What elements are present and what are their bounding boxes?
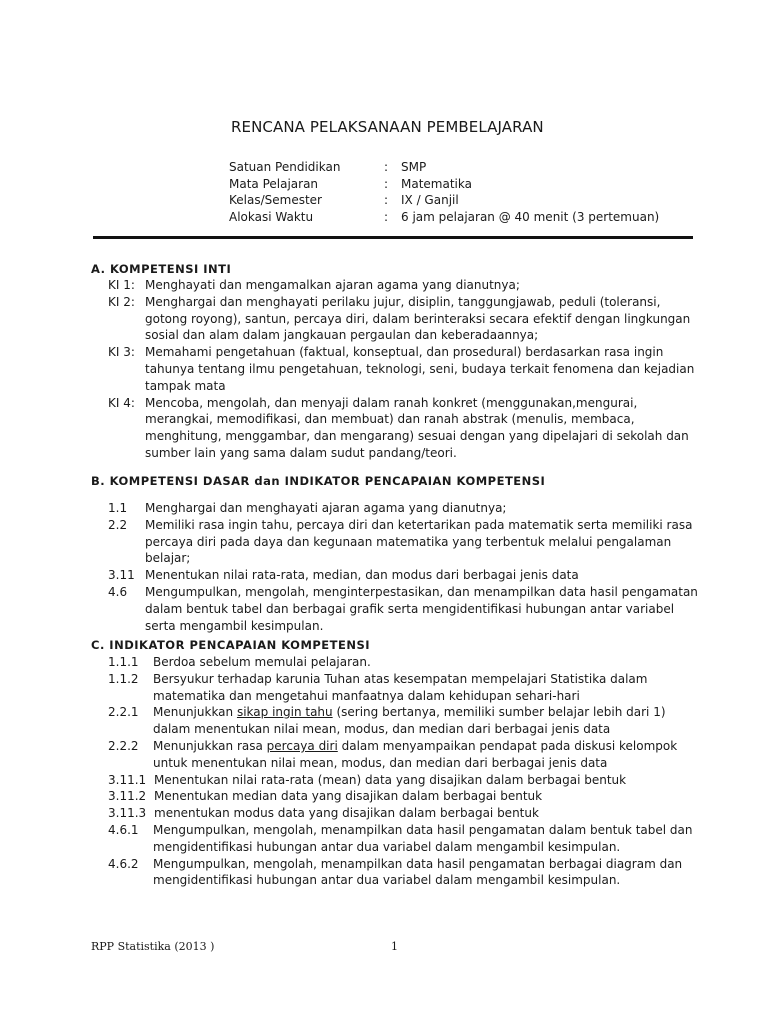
item-text: Berdoa sebelum memulai pelajaran. bbox=[153, 655, 371, 669]
footer-page-number: 1 bbox=[391, 940, 398, 953]
item-text: Menentukan nilai rata-rata (mean) data yang disajikan dalam berbagai bentuk bbox=[154, 772, 627, 787]
header-divider bbox=[93, 236, 693, 239]
item-code: 4.6.1 bbox=[108, 822, 139, 837]
item-code: 3.11.3 bbox=[108, 806, 147, 821]
list-item bbox=[108, 788, 698, 805]
meta-label: Alokasi Waktu bbox=[229, 209, 314, 224]
underlined-phrase: percaya diri bbox=[266, 738, 338, 753]
meta-value: 6 jam pelajaran @ 40 menit (3 pertemuan) bbox=[401, 209, 660, 224]
item-text: Mengumpulkan, mengolah, menampilkan data hasil pengamatan dalam bentuk tabel dan mengidentifikasi hubungan antar dua variabel dalam mengambil kesimpulan. bbox=[153, 822, 693, 854]
item-code: 1.1.1 bbox=[108, 655, 139, 669]
page-title: RENCANA PELAKSANAAN PEMBELAJARAN bbox=[231, 118, 544, 136]
list-item bbox=[108, 395, 698, 462]
item-code: 2.2.1 bbox=[108, 705, 139, 720]
item-text: Bersyukur terhadap karunia Tuhan atas kesempatan mempelajari Statistika dalam matematika dan mengetahui manfaatnya dalam kehidupan sehari-hari bbox=[153, 671, 648, 703]
list-item bbox=[108, 772, 698, 789]
list-item bbox=[108, 517, 698, 567]
item-text-pre: Menunjukkan rasa bbox=[153, 738, 267, 753]
item-text: menentukan modus data yang disajikan dalam berbagai bentuk bbox=[154, 806, 539, 821]
list-item bbox=[108, 567, 698, 584]
list-item bbox=[108, 671, 698, 705]
meta-value: SMP bbox=[401, 160, 427, 174]
list-item bbox=[108, 584, 698, 634]
meta-colon: : bbox=[384, 209, 389, 224]
item-text: Memiliki rasa ingin tahu, percaya diri dan ketertarikan pada matematik serta memiliki rasa percaya diri pada daya dan kegunaan matematika yang terbentuk melalui pengalaman belajar; bbox=[145, 517, 693, 566]
item-code: KI 2: bbox=[108, 294, 135, 309]
item-code: 1.1.2 bbox=[108, 671, 139, 686]
item-text-post: (sering bertanya, memiliki sumber belajar lebih dari 1) dalam menentukan nilai mean, modus, dan median dari berbagai jenis data bbox=[153, 705, 666, 737]
list-item bbox=[108, 822, 698, 856]
meta-label: Mata Pelajaran bbox=[229, 176, 319, 191]
list-item bbox=[108, 654, 698, 671]
item-code: 4.6.2 bbox=[108, 856, 139, 871]
item-text: Mengumpulkan, mengolah, menampilkan data hasil pengamatan berbagai diagram dan mengidentifikasi hubungan antar dua variabel dalam mengambil kesimpulan. bbox=[153, 856, 683, 888]
section-c-heading: C. INDIKATOR PENCAPAIAN KOMPETENSI bbox=[91, 638, 371, 652]
item-code: 3.11 bbox=[108, 568, 135, 583]
meta-label: Kelas/Semester bbox=[229, 193, 322, 207]
kompetensi-dasar-list bbox=[108, 500, 698, 634]
item-text: Mengumpulkan, mengolah, menginterpestasikan, dan menampilkan data hasil pengamatan dalam bentuk tabel dan berbagai grafik serta mengidentifikasi hubungan antar variabel serta mengambil kesimpulan. bbox=[145, 584, 698, 633]
meta-colon: : bbox=[384, 160, 389, 174]
list-item bbox=[108, 294, 698, 344]
footer-document-name: RPP Statistika (2013 ) bbox=[91, 940, 215, 953]
section-a-heading: A. KOMPETENSI INTI bbox=[91, 262, 232, 276]
meta-label: Satuan Pendidikan bbox=[229, 160, 341, 174]
item-code: 1.1 bbox=[108, 501, 128, 515]
list-item bbox=[108, 500, 698, 517]
list-item bbox=[108, 704, 698, 738]
item-text: Memahami pengetahuan (faktual, konseptual, dan prosedural) berdasarkan rasa ingin tahunya tentang ilmu pengetahuan, teknologi, seni, budaya terkait fenomena dan kejadian tampak mata bbox=[145, 345, 695, 393]
item-text bbox=[153, 704, 698, 738]
meta-colon: : bbox=[384, 193, 389, 207]
list-item bbox=[108, 344, 698, 394]
item-code: 2.2.2 bbox=[108, 738, 139, 753]
list-item bbox=[108, 277, 698, 294]
item-text: Menentukan nilai rata-rata, median, dan modus dari berbagai jenis data bbox=[145, 568, 579, 583]
item-code: 4.6 bbox=[108, 584, 128, 599]
item-code: KI 1: bbox=[108, 278, 135, 292]
list-item bbox=[108, 738, 698, 772]
item-code: 2.2 bbox=[108, 517, 128, 532]
item-text bbox=[153, 738, 698, 772]
underlined-phrase: sikap ingin tahu bbox=[236, 705, 333, 720]
meta-colon: : bbox=[384, 176, 389, 191]
item-code: KI 4: bbox=[108, 395, 135, 410]
meta-value: Matematika bbox=[401, 176, 472, 191]
item-text-post: dalam menyampaikan pendapat pada diskusi kelompok untuk menentukan nilai mean, modus, dan median dari berbagai jenis data bbox=[153, 738, 678, 770]
item-text: Mencoba, mengolah, dan menyaji dalam ranah konkret (menggunakan,mengurai, merangkai, memodifikasi, dan membuat) dan ranah abstrak (menulis, membaca, menghitung, menggambar, dan mengarang) sesuai dengan yang dipelajari di sekolah dan sumber lain yang sama dalam sudut pandang/teori. bbox=[145, 395, 689, 460]
kompetensi-inti-list bbox=[108, 277, 698, 462]
meta-value: IX / Ganjil bbox=[401, 193, 459, 207]
item-text: Menghargai dan menghayati perilaku jujur, disiplin, tanggungjawab, peduli (toleransi, gotong royong), santun, percaya diri, dalam berinteraksi secara efektif dengan lingkungan sosial dan alam dalam jangkauan pergaulan dan keberadaannya; bbox=[145, 294, 691, 343]
section-b-heading: B. KOMPETENSI DASAR dan INDIKATOR PENCAPAIAN KOMPETENSI bbox=[91, 474, 546, 488]
item-code: 3.11.2 bbox=[108, 789, 147, 804]
item-text-pre: Menunjukkan bbox=[153, 705, 237, 720]
list-item bbox=[108, 856, 698, 890]
item-code: 3.11.1 bbox=[108, 772, 147, 787]
item-text: Menghayati dan mengamalkan ajaran agama yang dianutnya; bbox=[145, 278, 520, 292]
item-text: Menentukan median data yang disajikan dalam berbagai bentuk bbox=[154, 789, 543, 804]
item-text: Menghargai dan menghayati ajaran agama yang dianutnya; bbox=[145, 501, 507, 515]
indikator-list bbox=[108, 654, 698, 889]
item-code: KI 3: bbox=[108, 345, 135, 360]
list-item bbox=[108, 805, 698, 822]
